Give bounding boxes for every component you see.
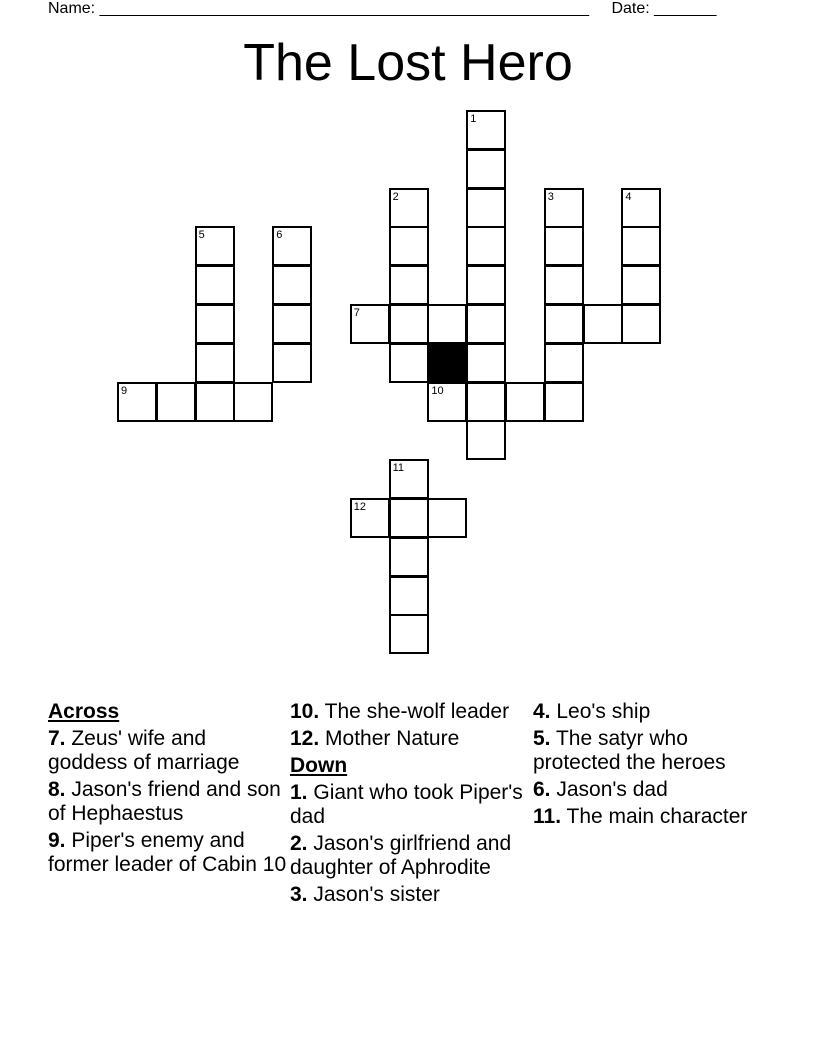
clues-column-2 [290,700,530,910]
grid-cell[interactable] [544,188,584,228]
grid-cell[interactable] [389,343,429,383]
clues-column-1 [48,700,288,880]
clue-down-2: 2. Jason's girlfriend and daughter of Aphrodite [290,832,512,879]
grid-cell[interactable] [272,265,312,305]
clue-across-8: 8. Jason's friend and son of Hephaestus [48,778,281,825]
grid-cell[interactable] [466,149,506,189]
grid-cell[interactable] [544,382,584,422]
grid-cell[interactable] [233,382,273,422]
puzzle-title: The Lost Hero [243,34,573,92]
clue-number: 2 [392,190,399,203]
grid-cell[interactable] [466,343,506,383]
grid-block-cell [427,343,467,383]
grid-cell[interactable] [583,304,623,344]
grid-cell[interactable] [544,226,584,266]
grid-cell[interactable] [389,304,429,344]
grid-cell[interactable] [621,304,661,344]
clue-down-5: 5. The satyr who protected the heroes [533,727,726,774]
grid-cell[interactable] [350,498,390,538]
grid-cell[interactable] [195,304,235,344]
clue-number: 11 [392,462,405,475]
grid-cell[interactable] [466,420,506,460]
grid-cell[interactable] [427,498,467,538]
clue-across-10: 10. The she-wolf leader [290,700,510,723]
grid-cell[interactable] [389,498,429,538]
grid-cell[interactable] [389,265,429,305]
grid-cell[interactable] [505,382,545,422]
grid-cell[interactable] [466,226,506,266]
clue-down-6: 6. Jason's dad [533,778,668,801]
grid-cell[interactable] [195,265,235,305]
grid-cell[interactable] [389,537,429,577]
grid-cell[interactable] [195,343,235,383]
grid-cell[interactable] [621,188,661,228]
grid-cell[interactable] [156,382,196,422]
across-heading: Across [48,700,120,723]
grid-cell[interactable] [427,304,467,344]
clue-number: 12 [353,501,367,513]
grid-cell[interactable] [195,226,235,266]
grid-cell[interactable] [117,382,157,422]
grid-cell[interactable] [272,304,312,344]
grid-cell[interactable] [621,265,661,305]
clue-number: 6 [276,229,283,242]
clue-across-12: 12. Mother Nature [290,727,460,750]
grid-cell[interactable] [621,226,661,266]
grid-cell[interactable] [544,304,584,344]
grid-cell[interactable] [466,188,506,228]
grid-cell[interactable] [272,226,312,266]
clue-number: 10 [431,384,444,397]
grid-cell[interactable] [389,614,429,654]
clue-number: 3 [547,190,554,203]
grid-cell[interactable] [466,382,506,422]
grid-cell[interactable] [389,576,429,616]
grid-cell[interactable] [389,188,429,228]
grid-cell[interactable] [544,265,584,305]
clue-number: 9 [121,384,128,397]
grid-cell[interactable] [389,459,429,499]
grid-cell[interactable] [427,382,467,422]
clue-number: 1 [470,113,477,125]
grid-cell[interactable] [466,304,506,344]
clue-number: 7 [353,307,360,319]
grid-cell[interactable] [544,343,584,383]
clue-across-7: 7. Zeus' wife and goddess of marriage [48,727,240,774]
grid-cell[interactable] [466,110,506,150]
clue-down-3: 3. Jason's sister [290,883,440,906]
grid-cell[interactable] [389,226,429,266]
clue-across-9: 9. Piper's enemy and former leader of Cabin 10 [48,829,287,876]
grid-cell[interactable] [195,382,235,422]
clue-number: 4 [625,190,632,203]
clue-down-4: 4. Leo's ship [533,700,651,723]
clues-column-3 [533,700,773,832]
clue-down-1: 1. Giant who took Piper's dad [290,781,523,828]
down-heading: Down [290,754,348,777]
grid-cell[interactable] [272,343,312,383]
name-label: Name: _______________________________________________________ [48,0,589,17]
grid-cell[interactable] [466,265,506,305]
clue-down-11: 11. The main character [533,805,748,828]
clue-number: 5 [198,229,205,242]
date-label: Date: _______ [611,0,717,17]
grid-cell[interactable] [350,304,390,344]
